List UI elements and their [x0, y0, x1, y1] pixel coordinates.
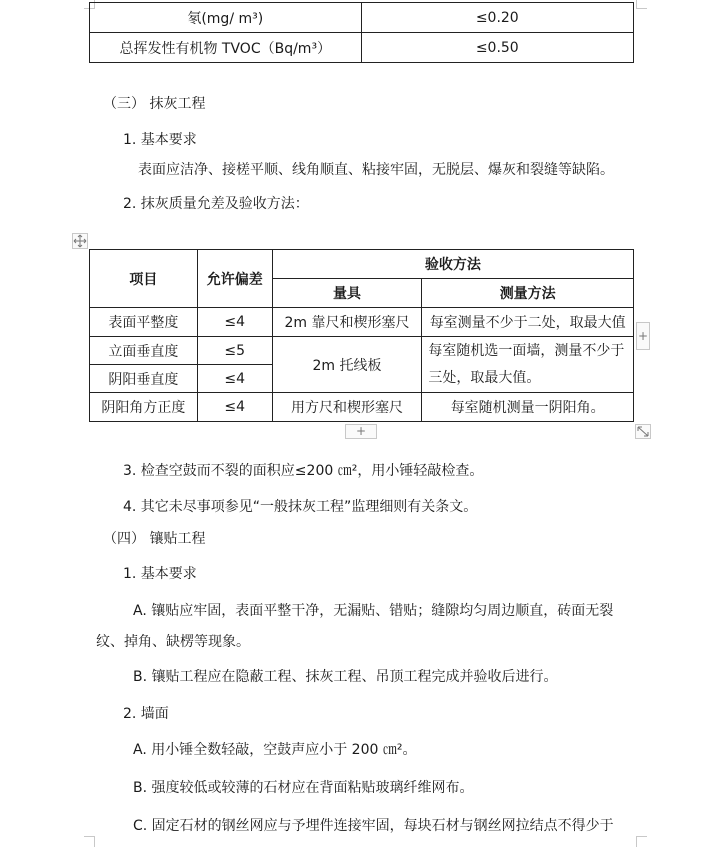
table-cell: 表面平整度	[90, 308, 198, 337]
paragraph: 2. 墙面	[123, 706, 169, 722]
paragraph: 3. 检查空鼓而不裂的面积应≤200 ㎝²，用小锤轻敲检查。	[123, 463, 484, 479]
header-measure: 测量方法	[422, 279, 634, 308]
table-cell: 总挥发性有机物 TVOC（Bq/m³）	[90, 33, 362, 63]
table-cell: 用方尺和楔形塞尺	[272, 393, 422, 422]
margin-corner-mark	[84, 836, 95, 847]
table-cell: ≤0.20	[361, 3, 633, 33]
margin-corner-mark	[636, 0, 647, 9]
table-cell: ≤4	[197, 393, 272, 422]
paragraph: 纹、掉角、缺楞等现象。	[96, 634, 250, 650]
table-row	[90, 337, 634, 365]
plus-icon[interactable]: +	[636, 322, 650, 350]
table-cell	[422, 337, 634, 393]
paragraph: B. 强度较低或较薄的石材应在背面粘贴玻璃纤维网布。	[133, 780, 474, 796]
table-cell: ≤4	[197, 308, 272, 337]
header-method: 验收方法	[272, 250, 633, 279]
measure-line: 每室随机选一面墙，测量不少于	[428, 342, 625, 359]
header-item: 项目	[90, 250, 198, 308]
table-row	[90, 308, 634, 337]
paragraph: A. 用小锤全数轻敲，空鼓声应小于 200 ㎝²。	[133, 742, 417, 758]
resize-icon[interactable]	[635, 424, 651, 439]
table-row	[90, 393, 634, 422]
move-icon[interactable]	[72, 233, 88, 249]
paragraph: 2. 抹灰质量允差及验收方法：	[123, 196, 309, 212]
margin-corner-mark	[636, 836, 647, 847]
table-row	[90, 250, 634, 279]
pollutant-limit-table	[89, 2, 634, 63]
table-cell: 阴阳角方正度	[90, 393, 198, 422]
paragraph: 1. 基本要求	[123, 132, 197, 148]
paragraph: C. 固定石材的钢丝网应与予埋件连接牢固，每块石材与钢丝网拉结点不得少于	[133, 818, 614, 834]
paragraph: 表面应洁净、接槎平顺、线角顺直、粘接牢固，无脱层、爆灰和裂缝等缺陷。	[138, 162, 614, 178]
measure-line: 三处，取最大值。	[428, 369, 541, 386]
plaster-tolerance-table	[89, 249, 634, 422]
table-cell: ≤0.50	[361, 33, 633, 63]
plus-icon[interactable]: +	[345, 424, 377, 439]
table-cell: 每室测量不少于二处，取最大值	[422, 308, 634, 337]
table-cell: 每室随机测量一阴阳角。	[422, 393, 634, 422]
header-tolerance: 允许偏差	[197, 250, 272, 308]
table-cell: ≤4	[197, 365, 272, 393]
table-cell: 立面垂直度	[90, 337, 198, 365]
header-tool: 量具	[272, 279, 422, 308]
paragraph: 1. 基本要求	[123, 566, 197, 582]
table-cell: 2m 托线板	[272, 337, 422, 393]
table-cell: 阴阳垂直度	[90, 365, 198, 393]
table-cell: 氡(mg/ m³)	[90, 3, 362, 33]
table-row	[90, 3, 634, 33]
table-cell: ≤5	[197, 337, 272, 365]
section-heading: （三） 抹灰工程	[103, 96, 206, 112]
table-cell: 2m 靠尺和楔形塞尺	[272, 308, 422, 337]
paragraph: A. 镶贴应牢固，表面平整干净，无漏贴、错贴；缝隙均匀周边顺直，砖面无裂	[133, 603, 614, 619]
paragraph: 4. 其它未尽事项参见“一般抹灰工程”监理细则有关条文。	[123, 499, 478, 515]
section-heading: （四） 镶贴工程	[103, 531, 206, 547]
table-row	[90, 33, 634, 63]
paragraph: B. 镶贴工程应在隐蔽工程、抹灰工程、吊顶工程完成并验收后进行。	[133, 669, 558, 685]
